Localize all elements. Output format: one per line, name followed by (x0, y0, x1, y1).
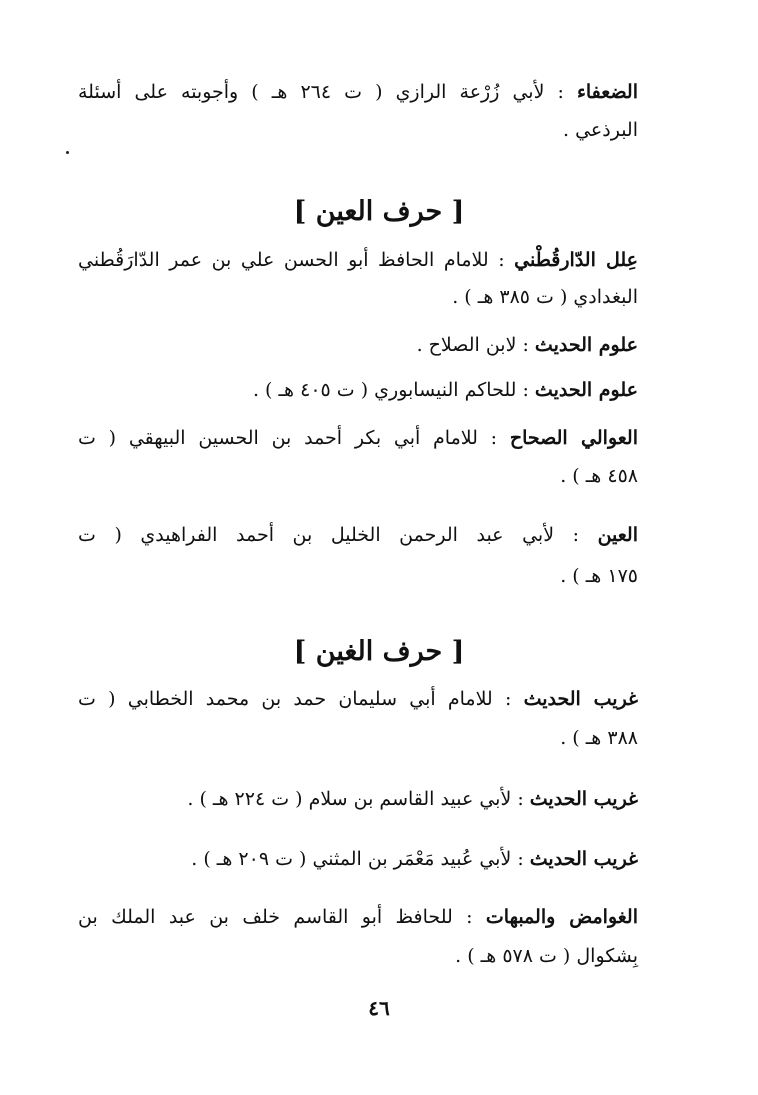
entry-line: ٣٨٨ هـ ) . (560, 727, 638, 749)
entry-line: علوم الحديث : للحاكم النيسابوري ( ت ٤٠٥ هـ ) . (252, 379, 638, 401)
entry-line: العين : لأبي عبد الرحمن الخليل بن أحمد الفراهيدي ( ت (78, 524, 638, 546)
entry-line: البرذعي . (563, 119, 638, 141)
section-heading-ain: [ حرف العين ] (293, 196, 465, 227)
entry-line: بِشكوال ( ت ٥٧٨ هـ ) . (455, 945, 638, 967)
entry-line: غريب الحديث : لأبي عبيد القاسم بن سلام ( ت ٢٢٤ هـ ) . (187, 788, 638, 810)
entry-term: العوالي الصحاح (509, 427, 639, 449)
entry-line: غريب الحديث : لأبي عُبيد مَعْمَر بن المثني ( ت ٢٠٩ هـ ) . (191, 848, 638, 870)
entry-line: ٤٥٨ هـ ) . (560, 465, 638, 487)
entry-line: العوالي الصحاح : للامام أبي بكر أحمد بن الحسين البيهقي ( ت (78, 427, 639, 449)
entry-term: غريب الحديث (529, 848, 638, 870)
entry-term: علوم الحديث (534, 334, 638, 356)
entry-term: عِلل الدّارقُطْني (514, 249, 638, 271)
entry-line: الضعفاء : لأبي زُرْعة الرازي ( ت ٢٦٤ هـ ) وأجوبته على أسئلة (78, 81, 638, 103)
entry-line: علوم الحديث : لابن الصلاح . (416, 334, 638, 356)
entry-term: غريب الحديث (529, 788, 638, 810)
entry-term: العين (597, 524, 638, 546)
stray-dot (66, 151, 69, 154)
entry-line: الغوامض والمبهات : للحافظ أبو القاسم خلف بن عبد الملك بن (78, 906, 638, 928)
entry-line: عِلل الدّارقُطْني : للامام الحافظ أبو الحسن علي بن عمر الدّارَقُطني (78, 249, 638, 271)
entry-term: غريب الحديث (523, 688, 638, 710)
entry-term: الغوامض والمبهات (485, 906, 638, 928)
entry-line: ١٧٥ هـ ) . (560, 565, 638, 587)
entry-line: غريب الحديث : للامام أبي سليمان حمد بن محمد الخطابي ( ت (78, 688, 638, 710)
page-number: ٤٦ (368, 996, 390, 1020)
entry-term: الضعفاء (576, 81, 638, 103)
entry-line: البغدادي ( ت ٣٨٥ هـ ) . (452, 286, 638, 308)
section-heading-ghain: [ حرف الغين ] (293, 636, 465, 667)
entry-term: علوم الحديث (534, 379, 638, 401)
